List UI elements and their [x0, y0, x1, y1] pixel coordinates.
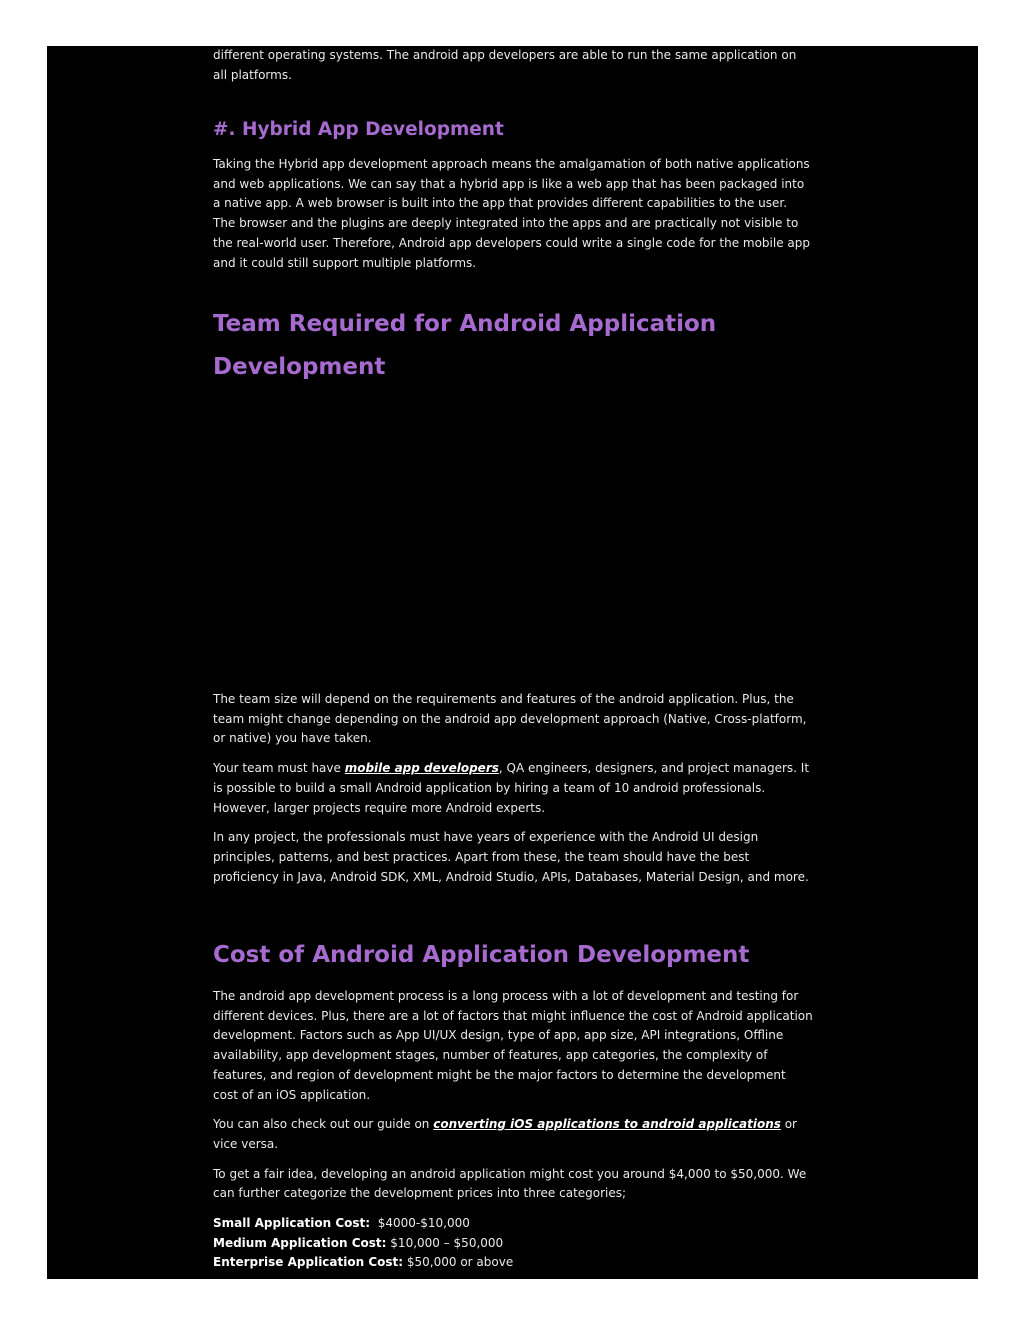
cost-item-value: $10,000 – $50,000 — [390, 1235, 504, 1250]
team-section — [213, 690, 813, 887]
hybrid-section — [213, 118, 813, 273]
intro-section — [213, 46, 813, 85]
embedded-media-area — [213, 416, 813, 676]
cost-item-value: $4000-$10,000 — [377, 1216, 470, 1231]
cost-paragraph-2 — [213, 1115, 813, 1154]
cost-item-medium — [213, 1234, 813, 1254]
mobile-app-developers-link[interactable]: mobile app developers — [344, 761, 499, 776]
article-page — [47, 46, 978, 1279]
cost-item-label: Small Application Cost: — [213, 1216, 371, 1231]
cost-item-value: $50,000 or above — [406, 1255, 514, 1270]
cost-paragraph-3: To get a fair idea, developing an android application might cost you around $4,000 to $50,000. We can further categorize the development prices into three categories; — [213, 1166, 807, 1201]
hybrid-paragraph: Taking the Hybrid app development approach means the amalgamation of both native applications and web applications. We can say that a hybrid app is like a web app that has been packaged into a native app. A web browser is built into the app that provides different capabilities to the user. The browser and the plugins are deeply integrated into the apps and are practically not visible to the real-world user. Therefore, Android app developers could write a single code for the mobile app and it could still support multiple platforms. — [213, 157, 811, 270]
team-paragraph-2-before: Your team must have — [213, 761, 345, 776]
intro-paragraph: different operating systems. The android app developers are able to run the same application on all platforms. — [213, 48, 797, 82]
team-heading: Team Required for Android Application Development — [213, 311, 717, 380]
cost-section — [213, 987, 813, 1273]
team-paragraph-2-after: , QA engineers, designers, and project managers. It is possible to build a small Android application by hiring a team of 10 android professionals. However, larger projects require more Android experts. — [213, 761, 810, 815]
converting-ios-link[interactable]: converting iOS applications to android applications — [433, 1117, 781, 1132]
hybrid-heading: #. Hybrid App Development — [213, 119, 504, 140]
cost-heading: Cost of Android Application Development — [213, 942, 750, 968]
cost-list — [213, 1214, 813, 1273]
cost-paragraph-2-before: You can also check out our guide on — [213, 1117, 434, 1132]
cost-item-label: Enterprise Application Cost: — [213, 1255, 404, 1270]
cost-heading-block — [213, 934, 813, 977]
team-paragraph-3: In any project, the professionals must have years of experience with the Android UI design principles, patterns, and best practices. Apart from these, the team should have the best proficiency in Java, Android SDK, XML, Android Studio, APIs, Databases, Material Design, and more. — [213, 830, 809, 884]
cost-paragraph-1: The android app development process is a long process with a lot of development and testing for different devices. Plus, there are a lot of factors that might influence the cost of Android application development. Factors such as App UI/UX design, type of app, app size, API integrations, Offline availability, app development stages, number of features, app categories, the complexity of features, and region of development might be the major factors to determine the development cost of an iOS application. — [213, 989, 813, 1102]
team-paragraph-2 — [213, 759, 813, 818]
cost-item-enterprise — [213, 1253, 813, 1273]
cost-paragraph-2-after: or vice versa. — [213, 1117, 797, 1151]
cost-item-small — [213, 1214, 813, 1234]
cost-item-label: Medium Application Cost: — [213, 1235, 387, 1250]
team-heading-block — [213, 303, 813, 389]
team-paragraph-1: The team size will depend on the requirements and features of the android application. Plus, the team might change depending on the android app development approach (Native, Cross-platform, or native) you have taken. — [213, 692, 807, 746]
